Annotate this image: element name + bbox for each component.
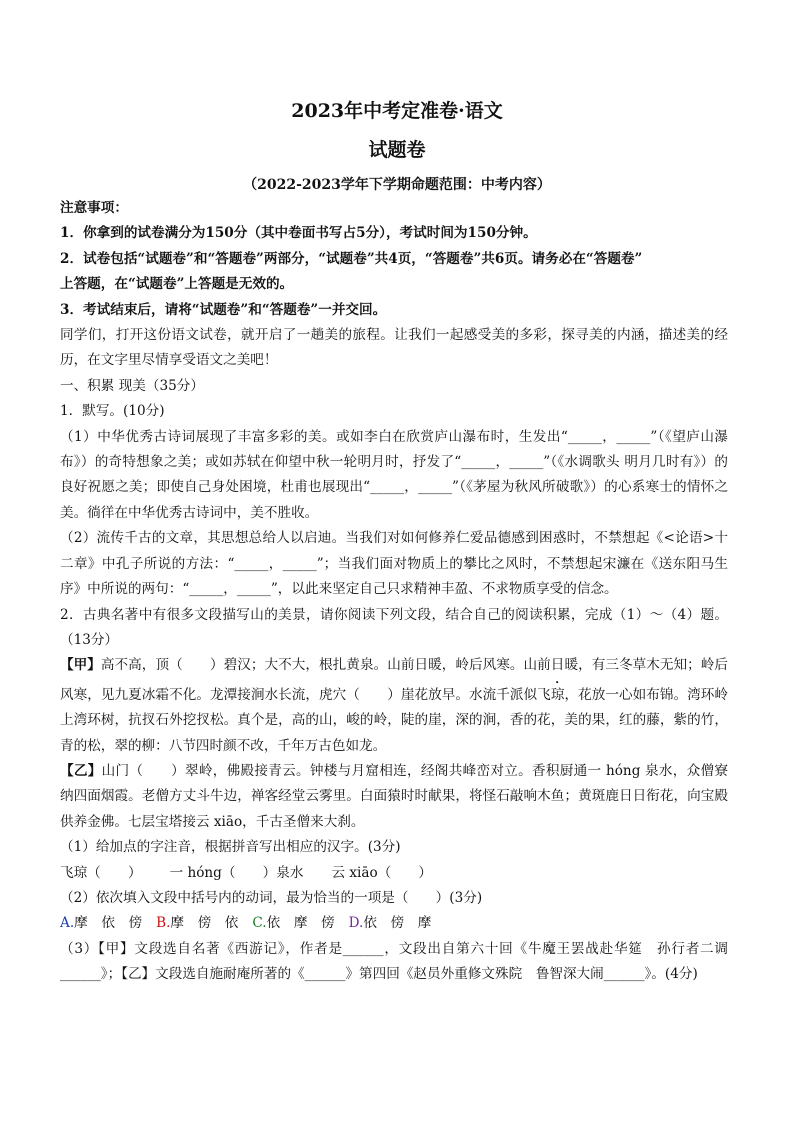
option-b-label: B. (156, 915, 171, 932)
notice-item-2a: 2．试卷包括“试题卷”和“答题卷”两部分，“试题卷”共4页，“答题卷”共6页。请务必在“答题卷” (60, 250, 643, 267)
question-1-part-2: （2）流传千古的文章，其思想总给人以启迪。当我们对如何修养仁爱品德感到困惑时，不禁想起《<论语>十二章》中孔子所说的方法：“_____，_____”；当我们面对物质上的攀比之风时，不禁想起宋濂在《送东阳马生序》中所说的两句：“_____，_____”，以此来坚定自己只求精神丰盈、不求物质享受的信念。 (60, 530, 728, 598)
option-d-label: D. (348, 915, 364, 932)
sub-question-2-options (60, 911, 728, 936)
notice-item-1: 1．你拿到的试卷满分为150分（其中卷面书写占5分），考试时间为150分钟。 (60, 225, 537, 242)
question-2-title: 2．古典名著中有很多文段描写山的美景，请你阅读下列文段，结合自己的阅读积累，完成（1）～（4）题。（13分） (60, 606, 728, 648)
sub-question-3: （3）【甲】文段选自名著《西游记》，作者是______，文段出自第六十回《牛魔王罢战赴华筵 孙行者二调______》；【乙】文段选自施耐庵所著的《______》第四回《赵员外重修文殊院 鲁智深大闹______》。(4分) (60, 940, 728, 983)
option-a-label: A. (60, 915, 75, 932)
sub-question-1-title: （1）给加点的字注音，根据拼音写出相应的汉字。(3分) (60, 839, 401, 856)
intro-paragraph: 同学们，打开这份语文试卷，就开启了一趟美的旅程。让我们一起感受美的多彩，探寻美的内涵，描述美的经历，在文字里尽情享受语文之美吧！ (60, 327, 728, 369)
emphasized-char: 琼 (550, 686, 565, 703)
notice-item-3: 3．考试结束后，请将“试题卷”和“答题卷”一并交回。 (60, 301, 387, 318)
passage-jia-label: 【甲】 (60, 657, 101, 674)
notice-item-2b: 上答题，在“试题卷”上答题是无效的。 (60, 276, 294, 293)
passage-jia-text-post: ，花放一心如布锦。湾环岭上湾环树，抗扠石外挖扠松。真个是，高的山，峻的岭，陡的崖，深的涧，香的花，美的果，红的藤，紫的竹，青的松，翠的柳：八节四时颜不改，千年万古色如龙。 (60, 686, 729, 754)
sub-question-2-title: （2）依次填入文段中括号内的动词，最为恰当的一项是（ ）(3分) (60, 889, 483, 906)
option-b: 摩 傍 依 (170, 915, 239, 932)
blank-hong: 一 hóng（ ）泉水 (169, 864, 304, 881)
blank-xiao: 云 xiāo（ ） (331, 864, 433, 881)
section-1-heading: 一、积累 现美（35分） (60, 377, 204, 394)
notice-heading: 注意事项： (60, 200, 128, 216)
passage-jia-text-pre: 高不高，顶（ ）碧汉；大不大，根扎黄泉。山前日暖，岭后风寒。山前日暖，有三冬草木无知；岭后风寒，见九夏冰霜不化。龙潭接涧水长流，虎穴（ ）崖花放早。水流千派似飞 (60, 657, 729, 703)
question-1-part-1: （1）中华优秀古诗词展现了丰富多彩的美。或如李白在欣赏庐山瀑布时，生发出“_____，_____”（《望庐山瀑布》）的奇特想象之美；或如苏轼在仰望中秋一轮明月时，抒发了“_____，_____”（《水调歌头 明月几时有》）的良好祝愿之美；即使自己身处困境，杜甫也展现出“_____，_____”（《茅屋为秋风所破歌》）的心系寒士的情怀之美。徜徉在中华优秀古诗词中，美不胜收。 (60, 428, 728, 521)
option-d: 依 傍 摩 (363, 915, 432, 932)
blank-fei-qiong: 飞琼（ ） (60, 864, 142, 881)
exam-scope: （2022-2023学年下学期命题范围：中考内容） (243, 177, 551, 193)
option-c-label: C. (252, 915, 267, 932)
sub-question-1-blanks (60, 861, 728, 886)
option-a: 摩 依 傍 (74, 915, 143, 932)
option-c: 依 摩 傍 (266, 915, 335, 932)
question-1-title: 1．默写。(10分) (60, 403, 165, 420)
passage-yi-label: 【乙】 (60, 762, 102, 779)
exam-body (60, 196, 728, 988)
passage-jia (60, 653, 728, 759)
exam-title: 2023年中考定准卷·语文 (291, 100, 503, 122)
passage-yi (60, 759, 728, 835)
exam-subtitle: 试题卷 (368, 139, 426, 161)
passage-yi-text: 山门（ ）翠岭，佛殿接青云。钟楼与月窟相连，经阁共峰峦对立。香积厨通一 hóng 泉水，众僧寮纳四面烟霞。老僧方丈斗牛边，禅客经堂云雾里。白面猿时时献果，将怪石敲响木鱼；黄斑鹿日日衔花，向宝殿供养金佛。七层宝塔接云 xiāo，千古圣僧来大刹。 (60, 762, 728, 830)
